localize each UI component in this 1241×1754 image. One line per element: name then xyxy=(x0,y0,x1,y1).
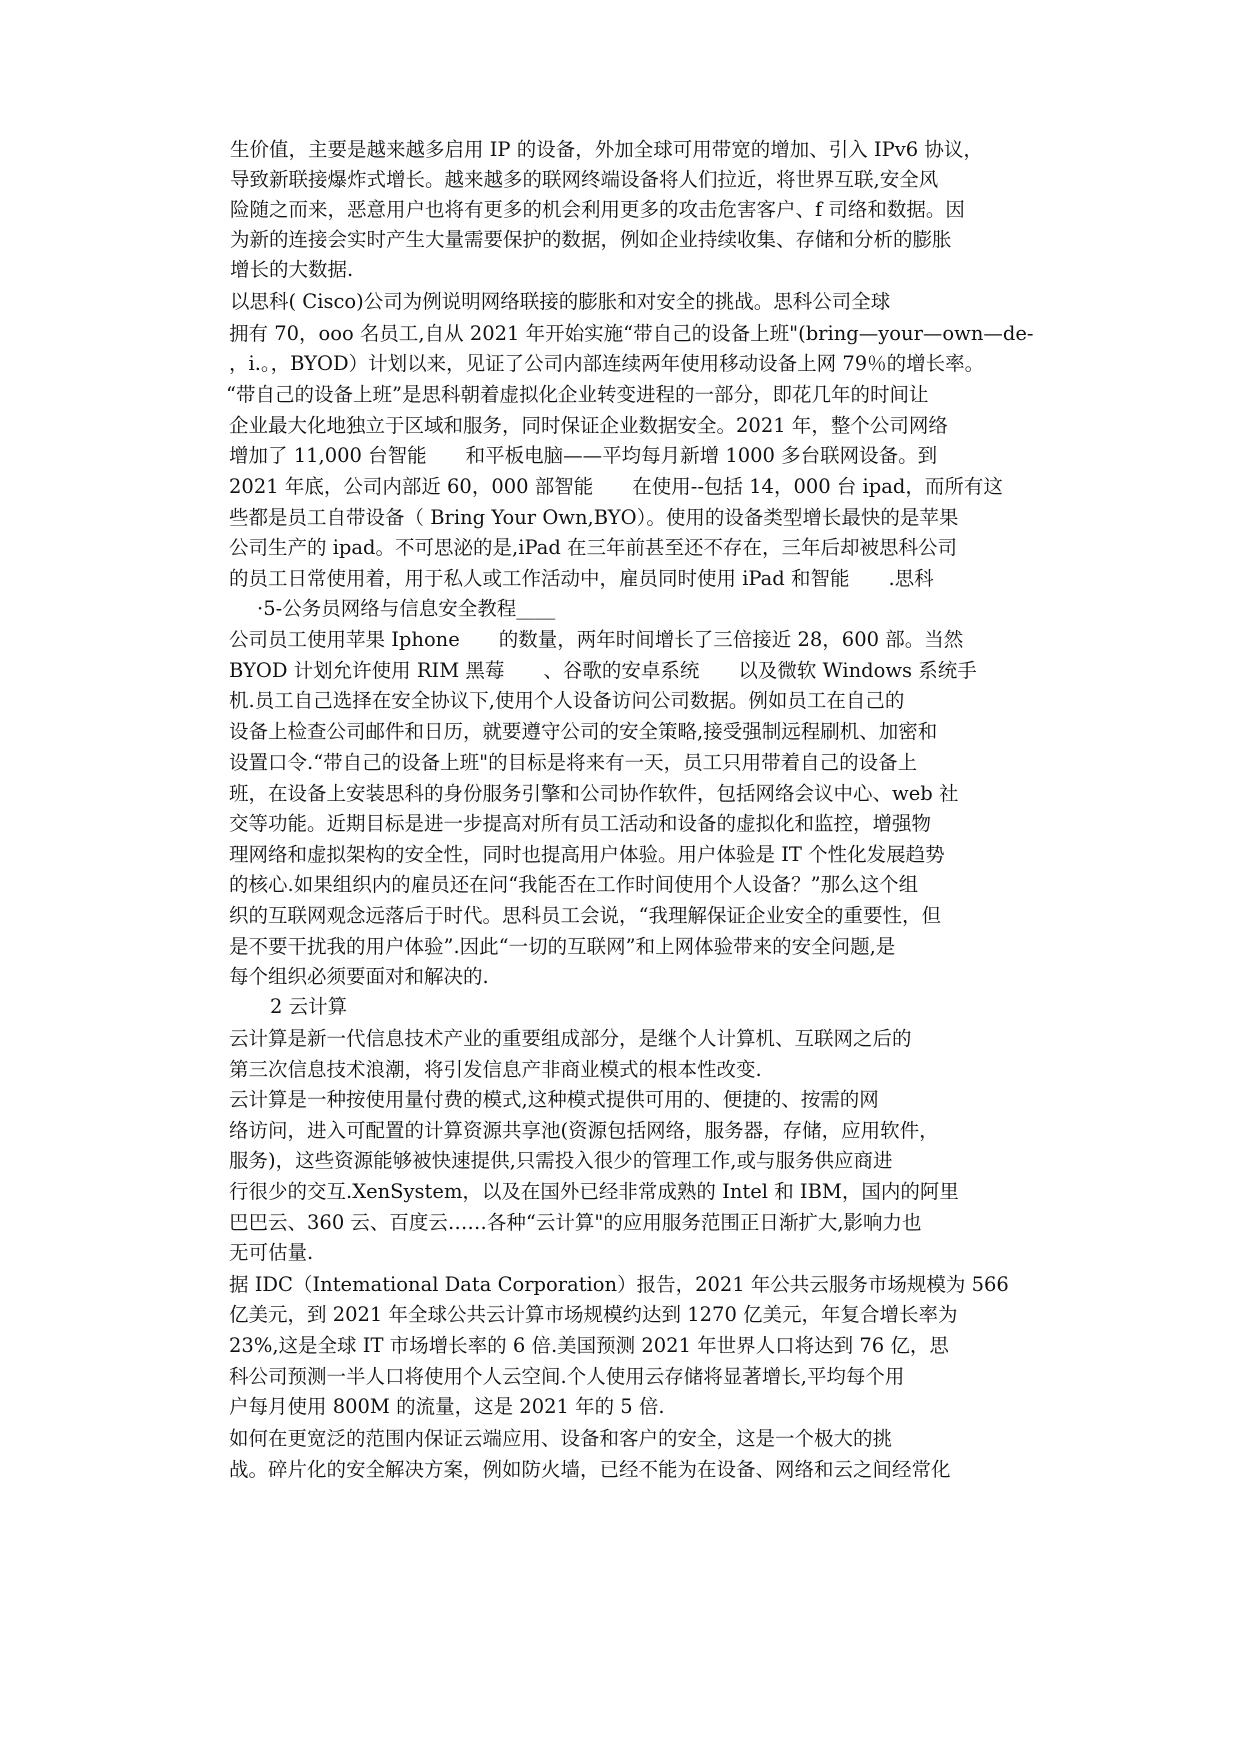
text-line: 险随之而来，恶意用户也将有更多的机会利用更多的攻击危害客户、f 司络和数据。因 xyxy=(230,198,965,221)
page-footer-title: ·5-公务员网络与信息安全教程____ xyxy=(257,597,556,620)
text-line: 织的互联网观念远落后于时代。思科员工会说，“我理解保证企业安全的重要性，但 xyxy=(229,904,941,927)
text-line: 云计算是新一代信息技术产业的重要组成部分，是继个人计算机、互联网之后的 xyxy=(229,1027,912,1050)
text-line: 科公司预测一半人口将使用个人云空间.个人使用云存储将显著增长,平均每个用 xyxy=(229,1365,905,1388)
text-line: 设置口令.“带自己的设备上班"的目标是将来有一天，员工只用带着自己的设备上 xyxy=(229,751,918,774)
text-line: 机.员工自己选择在安全协议下,使用个人设备访问公司数据。例如员工在自己的 xyxy=(229,689,905,712)
text-line: “带自己的设备上班”是思科朝着虚拟化企业转变进程的一部分，即花几年的时间让 xyxy=(226,383,929,406)
text-line: 企业最大化地独立于区域和服务，同时保证企业数据安全。2021 年，整个公司网络 xyxy=(229,414,948,437)
text-line: 服务)，这些资源能够被快速提供,只需投入很少的管理工作,或与服务供应商进 xyxy=(229,1149,893,1172)
text-line: 交等功能。近期目标是进一步提高对所有员工活动和设备的虚拟化和监控，增强物 xyxy=(229,812,932,835)
text-line: ，i.。，BYOD）计划以来，见证了公司内部连续两年使用移动设备上网 79％的增长率。 xyxy=(229,352,985,375)
text-line: 增长的大数据. xyxy=(230,258,354,281)
text-line: 2021 年底，公司内部近 60，000 部智能 在使用--包括 14，000 台 ipad，而所有这 xyxy=(229,475,1003,498)
text-line: 设备上检查公司邮件和日历，就要遵守公司的安全策略,接受强制远程刷机、加密和 xyxy=(229,720,938,743)
text-line: 以思科( Cisco)公司为例说明网络联接的膨胀和对安全的挑战。思科公司全球 xyxy=(230,290,891,313)
section-heading: 2 云计算 xyxy=(270,995,348,1018)
text-line: 为新的连接会实时产生大量需要保护的数据，例如企业持续收集、存储和分析的膨胀 xyxy=(230,228,952,251)
text-line: 23%,这是全球 IT 市场增长率的 6 倍.美国预测 2021 年世界人口将达到 76 亿，思 xyxy=(229,1334,949,1357)
text-line: 战。碎片化的安全解决方案，例如防火墙，已经不能为在设备、网络和云之间经常化 xyxy=(229,1458,951,1481)
text-line: 拥有 70，ooo 名员工,自从 2021 年开始实施“带自己的设备上班"(bring—your—own—de- xyxy=(229,322,1034,345)
text-line: 如何在更宽泛的范围内保证云端应用、设备和客户的安全，这是一个极大的挑 xyxy=(229,1427,893,1450)
text-line: 是不要干扰我的用户体验”.因此“一切的互联网”和上网体验带来的安全问题,是 xyxy=(229,935,896,958)
text-line: 亿美元，到 2021 年全球公共云计算市场规模约达到 1270 亿美元，年复合增长率为 xyxy=(229,1303,958,1326)
text-line: 导致新联接爆炸式增长。越来越多的联网终端设备将人们拉近，将世界互联,安全风 xyxy=(230,168,939,191)
text-line: 每个组织必须要面对和解决的. xyxy=(229,965,489,988)
text-line: 行很少的交互.XenSystem，以及在国外已经非常成熟的 Intel 和 IBM，国内的阿里 xyxy=(229,1180,959,1203)
text-line: 络访问，进入可配置的计算资源共享池(资源包括网络，服务器，存储，应用软件， xyxy=(229,1119,939,1142)
text-line: 户每月使用 800M 的流量，这是 2021 年的 5 倍. xyxy=(229,1395,665,1418)
text-line: 班，在设备上安装思科的身份服务引擎和公司协作软件，包括网络会议中心、web 社 xyxy=(229,782,959,805)
text-line: 公司生产的 ipad。不可思泌的是,iPad 在三年前甚至还不存在，三年后却被思科公司 xyxy=(229,536,958,559)
text-line: 的核心.如果组织内的雇员还在问“我能否在工作时间使用个人设备？”那么这个组 xyxy=(229,873,919,896)
text-line: 些都是员工自带设备（ Bring Your Own,BYO）。使用的设备类型增长最快的是苹果 xyxy=(229,506,959,529)
text-line: 理网络和虚拟架构的安全性，同时也提高用户体验。用户体验是 IT 个性化发展趋势 xyxy=(229,843,945,866)
text-line: 巴巴云、360 云、百度云……各种“云计算"的应用服务范围正日渐扩大,影响力也 xyxy=(229,1211,922,1234)
text-line: BYOD 计划允许使用 RIM 黑莓 、谷歌的安卓系统 以及微软 Windows 系统手 xyxy=(229,659,977,682)
text-line: 生价值，主要是越来越多启用 IP 的设备，外加全球可用带宽的增加、引入 IPv6 协议， xyxy=(230,138,983,161)
text-line: 据 IDC（Intemational Data Corporation）报告，2021 年公共云服务市场规模为 566 xyxy=(229,1273,1009,1296)
text-line: 增加了 11,000 台智能 和平板电脑——平均每月新增 1000 多台联网设备。到 xyxy=(229,444,938,467)
text-line: 公司员工使用苹果 Iphone 的数量，两年时间增长了三倍接近 28，600 部。当然 xyxy=(229,628,964,651)
text-line: 云计算是一种按使用量付费的模式,这种模式提供可用的、便捷的、按需的网 xyxy=(229,1088,879,1111)
text-line: 无可估量. xyxy=(229,1241,314,1264)
text-line: 第三次信息技术浪潮，将引发信息产非商业模式的根本性改变. xyxy=(229,1058,762,1081)
text-line: 的员工日常使用着，用于私人或工作活动中，雇员同时使用 iPad 和智能 .思科 xyxy=(229,567,934,590)
